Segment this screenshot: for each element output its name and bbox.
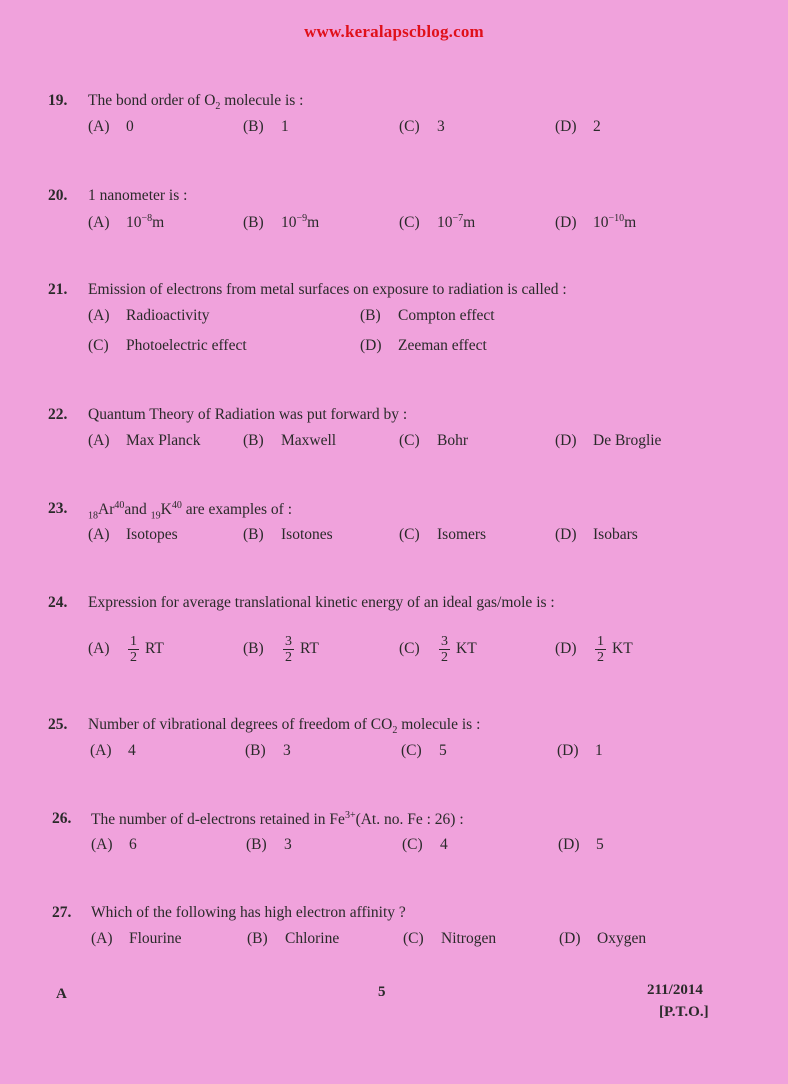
- option-d[interactable]: (D) $10^{-10}m$: [555, 213, 637, 232]
- option-a[interactable]: (A) Max Planck: [88, 432, 201, 449]
- question-number: 19.: [48, 92, 68, 109]
- option-a[interactable]: (A) $\frac{1}{2}$ RT: [88, 634, 164, 665]
- option-d[interactable]: (D) 2: [555, 118, 601, 135]
- question-number: 20.: [48, 187, 68, 204]
- question-21: [0, 281, 788, 367]
- options-row: [0, 337, 788, 367]
- question-number: 23.: [48, 500, 68, 517]
- option-d[interactable]: (D) 5: [558, 836, 604, 853]
- question-27: [0, 904, 788, 960]
- site-watermark: www.keralapscblog.com: [304, 22, 484, 41]
- option-b[interactable]: (B) Chlorine: [247, 930, 340, 947]
- option-b[interactable]: (B) Compton effect: [360, 307, 495, 324]
- option-d[interactable]: (D) Oxygen: [559, 930, 647, 947]
- series-code: A: [56, 986, 67, 1002]
- question-text: $_{18}Ar^{40}and$ $_{19}K^{40}$ are examples of :: [88, 500, 293, 522]
- question-text: 1 nanometer is :: [88, 187, 188, 204]
- option-d[interactable]: (D) $\frac{1}{2}$ KT: [555, 634, 633, 665]
- option-a[interactable]: (A) 0: [88, 118, 134, 135]
- question-25: [0, 716, 788, 772]
- option-d[interactable]: (D) Zeeman effect: [360, 337, 487, 354]
- option-c[interactable]: (C) Nitrogen: [403, 930, 497, 947]
- option-a[interactable]: (A) 6: [91, 836, 137, 853]
- question-text: Which of the following has high electron affinity ?: [91, 904, 406, 921]
- question-number: 25.: [48, 716, 68, 733]
- option-c[interactable]: (C) 3: [399, 118, 445, 135]
- option-a[interactable]: (A) Radioactivity: [88, 307, 210, 324]
- option-c[interactable]: (C) Photoelectric effect: [88, 337, 247, 354]
- question-26: [0, 810, 788, 866]
- question-text: The number of d-electrons retained in $Fe^{3+}(At$. no. Fe : 26) :: [91, 810, 464, 829]
- question-24: [0, 594, 788, 680]
- question-text: Number of vibrational degrees of freedom of $CO_2$ molecule is :: [88, 716, 481, 737]
- options-row: [0, 634, 788, 694]
- question-22: [0, 406, 788, 462]
- options-row: [0, 836, 788, 866]
- question-text: The bond order of $O_2$ molecule is :: [88, 92, 304, 113]
- question-23: [0, 500, 788, 556]
- option-a[interactable]: (A) 4: [90, 742, 136, 759]
- option-d[interactable]: (D) 1: [557, 742, 603, 759]
- option-c[interactable]: (C) 5: [401, 742, 447, 759]
- question-text: Emission of electrons from metal surfaces on exposure to radiation is called :: [88, 281, 567, 298]
- options-row: [0, 307, 788, 337]
- exam-code: 211/2014: [647, 982, 703, 998]
- page-number: 5: [378, 984, 386, 1000]
- question-number: 22.: [48, 406, 68, 423]
- option-a[interactable]: (A) Flourine: [91, 930, 182, 947]
- question-number: 26.: [52, 810, 72, 827]
- options-row: [0, 742, 788, 772]
- pto-note: [P.T.O.]: [659, 1004, 709, 1020]
- option-b[interactable]: (B) Maxwell: [243, 432, 337, 449]
- option-c[interactable]: (C) 4: [402, 836, 448, 853]
- question-text: Expression for average translational kinetic energy of an ideal gas/mole is :: [88, 594, 555, 611]
- option-b[interactable]: (B) Isotones: [243, 526, 333, 543]
- question-text: Quantum Theory of Radiation was put forward by :: [88, 406, 408, 423]
- question-number: 24.: [48, 594, 68, 611]
- option-b[interactable]: (B) $10^{-9}m$: [243, 213, 320, 232]
- option-b[interactable]: (B) 3: [246, 836, 292, 853]
- options-row: [0, 930, 788, 960]
- question-number: 27.: [52, 904, 72, 921]
- option-d[interactable]: (D) Isobars: [555, 526, 638, 543]
- option-c[interactable]: (C) Bohr: [399, 432, 468, 449]
- options-row: [0, 432, 788, 462]
- options-row: [0, 213, 788, 243]
- question-20: [0, 187, 788, 243]
- options-row: [0, 118, 788, 148]
- question-number: 21.: [48, 281, 68, 298]
- option-b[interactable]: (B) 3: [245, 742, 291, 759]
- option-a[interactable]: (A) $10^{-8}m$: [88, 213, 165, 232]
- option-d[interactable]: (D) De Broglie: [555, 432, 662, 449]
- option-a[interactable]: (A) Isotopes: [88, 526, 178, 543]
- option-c[interactable]: (C) Isomers: [399, 526, 487, 543]
- options-row: [0, 526, 788, 556]
- option-b[interactable]: (B) $\frac{3}{2}$ RT: [243, 634, 319, 665]
- option-b[interactable]: (B) 1: [243, 118, 289, 135]
- question-19: [0, 92, 788, 148]
- option-c[interactable]: (C) $\frac{3}{2}$ KT: [399, 634, 477, 665]
- option-c[interactable]: (C) $10^{-7}m$: [399, 213, 476, 232]
